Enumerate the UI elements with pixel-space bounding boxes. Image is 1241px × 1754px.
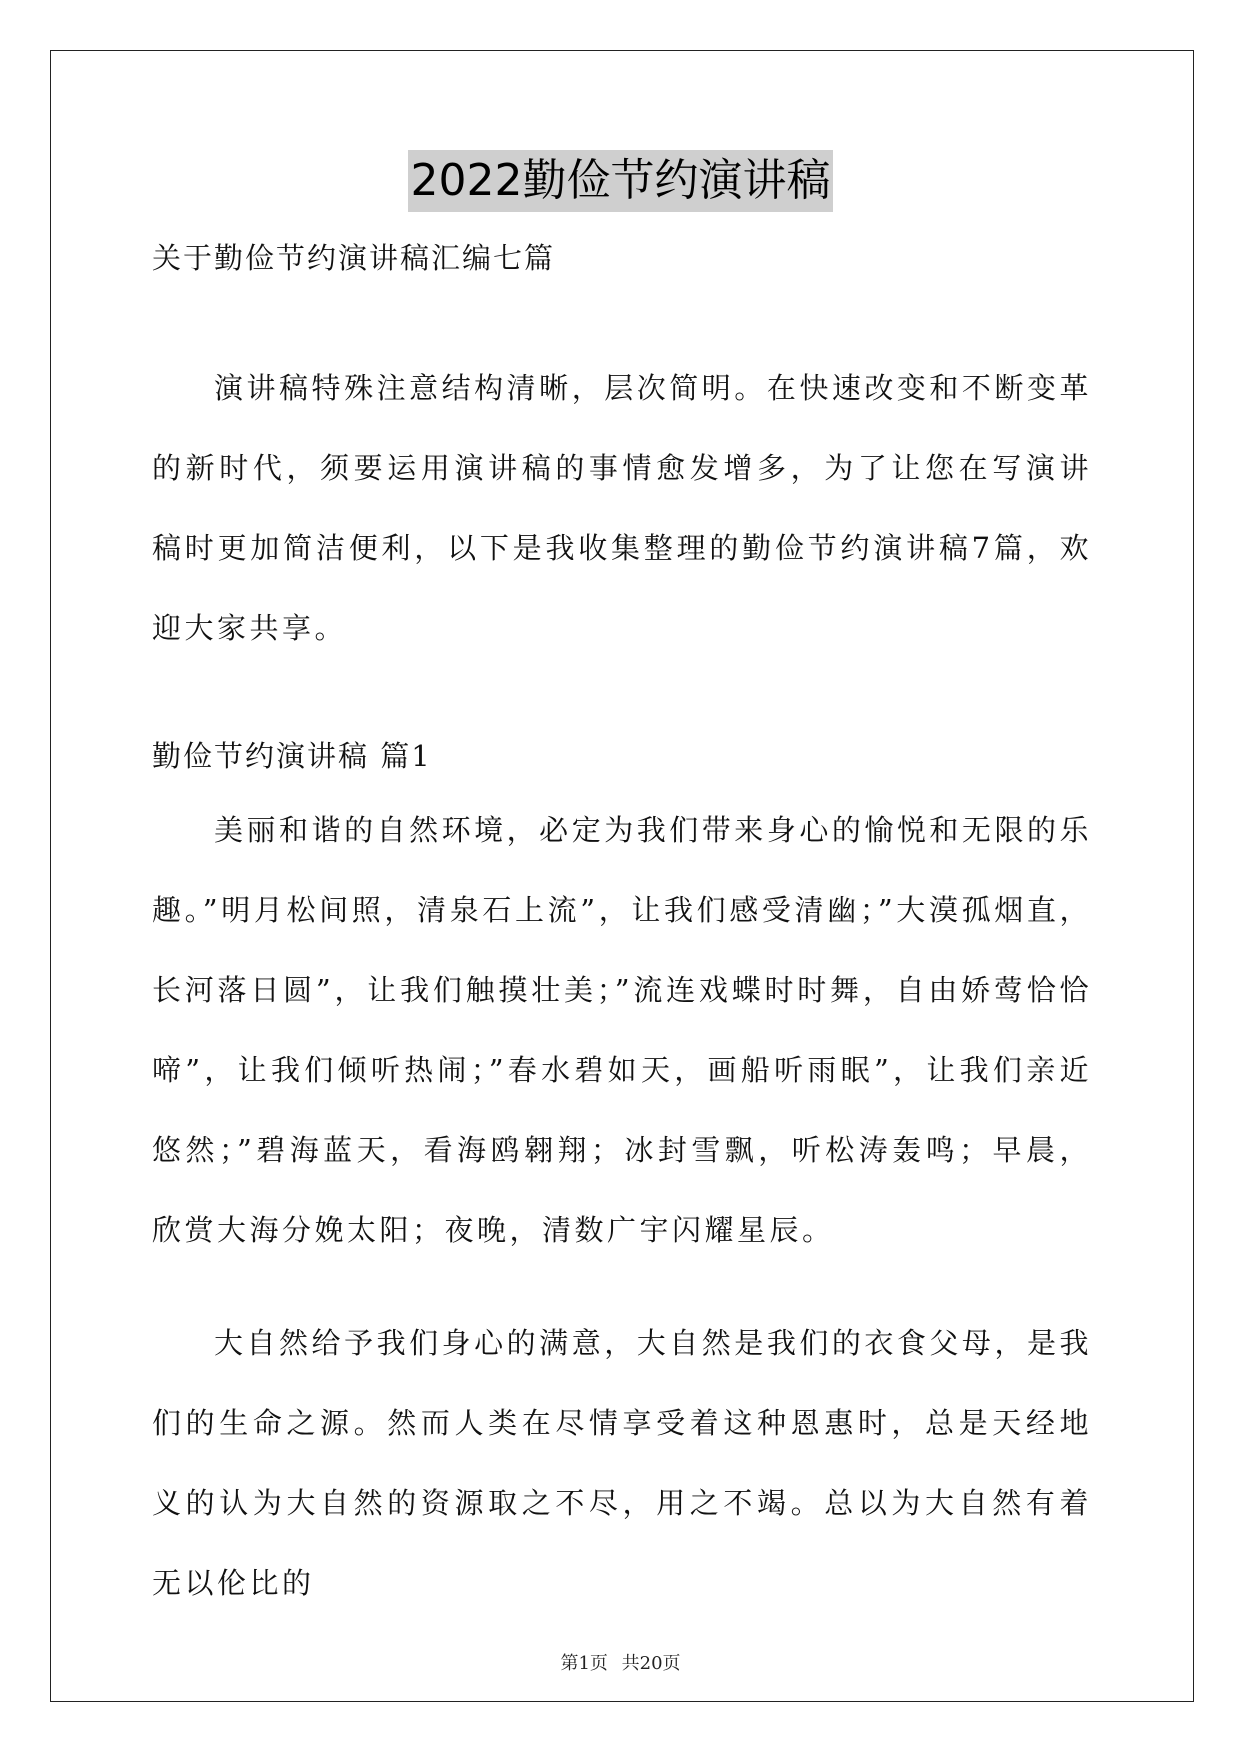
page-footer (0, 1652, 1241, 1676)
document-subtitle: 关于勤俭节约演讲稿汇编七篇 (152, 241, 556, 275)
title-container (0, 150, 1241, 212)
document-title: 2022勤俭节约演讲稿 (408, 150, 834, 212)
body-paragraph-2: 大自然给予我们身心的满意，大自然是我们的衣食父母，是我们的生命之源。然而人类在尽情享受着这种恩惠时，总是天经地义的认为大自然的资源取之不尽，用之不竭。总以为大自然有着无以伦比的 (152, 1326, 1092, 1600)
section-heading: 勤俭节约演讲稿 篇1 (152, 739, 432, 773)
page-number: 第1页 (560, 1653, 608, 1674)
intro-paragraph: 演讲稿特殊注意结构清晰，层次简明。在快速改变和不断变革的新时代，须要运用演讲稿的事情愈发增多，为了让您在写演讲稿时更加简洁便利，以下是我收集整理的勤俭节约演讲稿7篇，欢迎大家共享。 (152, 371, 1092, 645)
body-paragraph-1: 美丽和谐的自然环境，必定为我们带来身心的愉悦和无限的乐趣。”明月松间照，清泉石上流”，让我们感受清幽；”大漠孤烟直，长河落日圆”，让我们触摸壮美；”流连戏蝶时时舞，自由娇莺恰恰啼”，让我们倾听热闹；”春水碧如天，画船听雨眠”，让我们亲近悠然；”碧海蓝天，看海鸥翱翔；冰封雪飘，听松涛轰鸣；早晨，欣赏大海分娩太阳；夜晚，清数广宇闪耀星辰。 (152, 813, 1092, 1247)
page-total: 共20页 (621, 1653, 681, 1674)
